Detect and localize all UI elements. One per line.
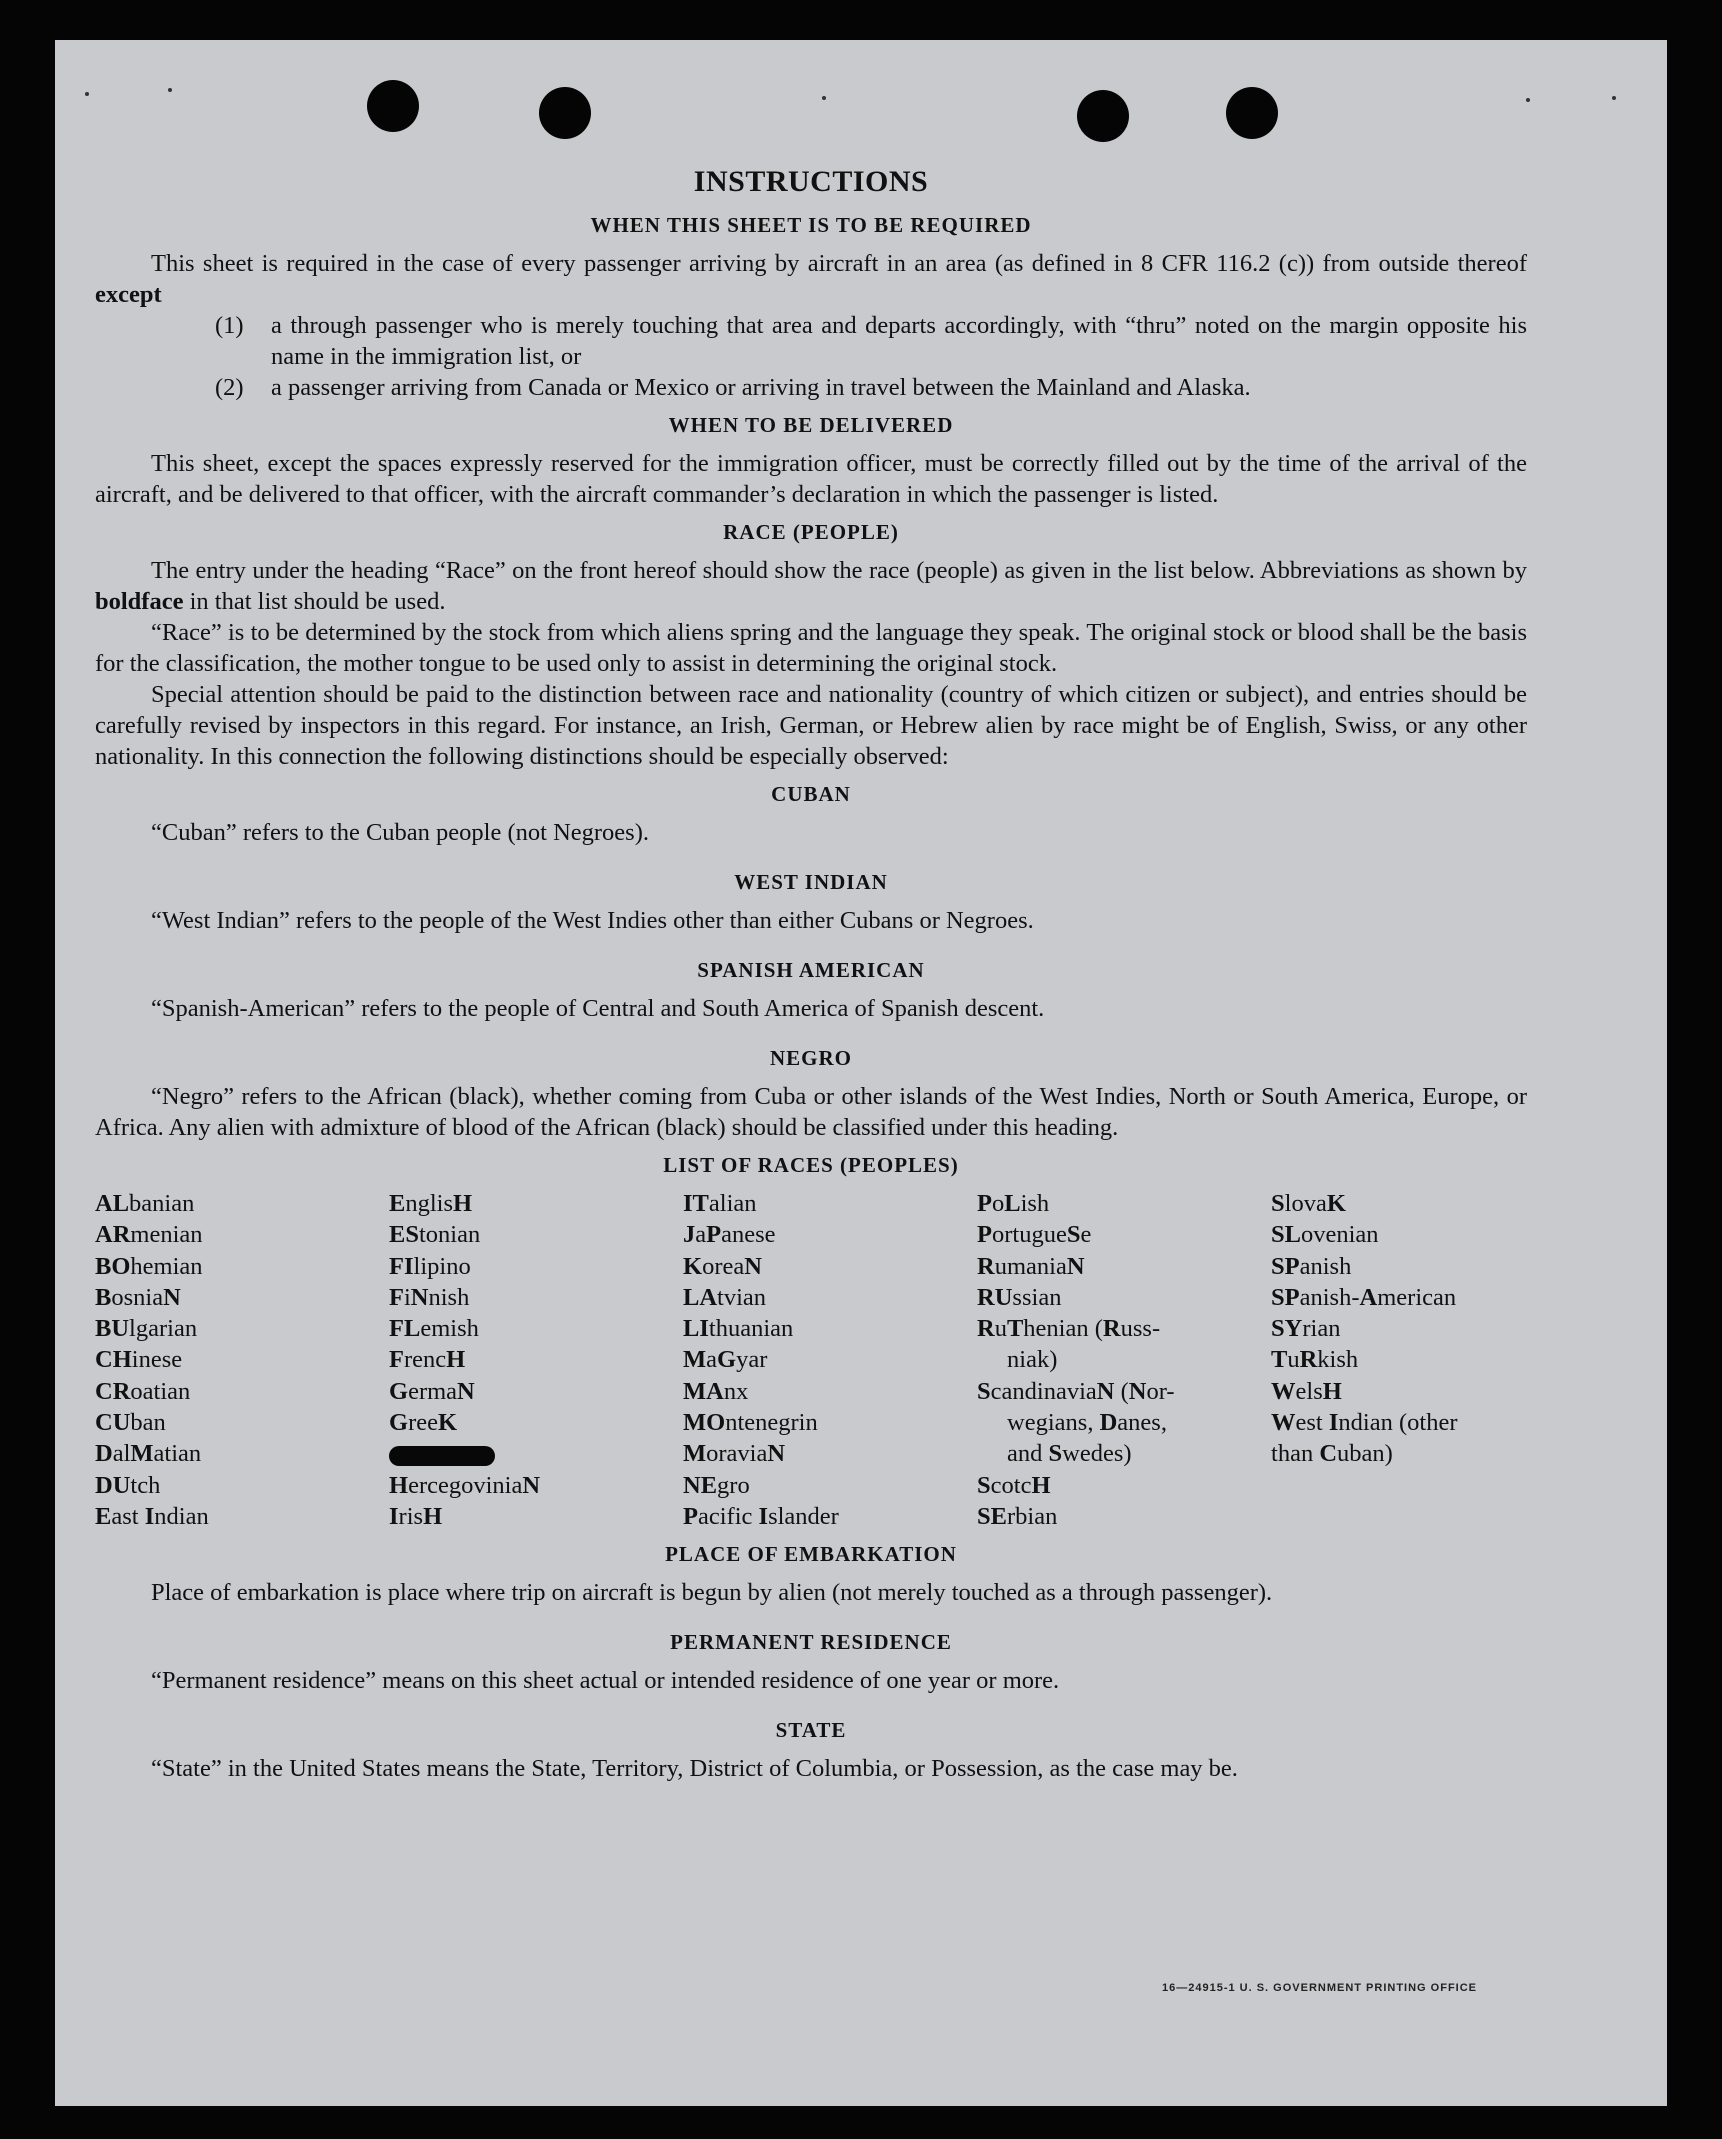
race-entry: SPanish	[1271, 1252, 1352, 1280]
section-heading: CUBAN	[771, 782, 851, 806]
race-entry: LAtvian	[683, 1283, 767, 1311]
races-column	[1271, 1188, 1527, 1532]
section-heading: WHEN THIS SHEET IS TO BE REQUIRED	[590, 213, 1032, 237]
section-heading: NEGRO	[769, 1046, 852, 1070]
race-entry: MOntenegrin	[683, 1409, 818, 1437]
race-entry: PortugueSe	[977, 1221, 1092, 1249]
punch-hole	[539, 87, 591, 139]
race-entry: FiNnish	[389, 1283, 470, 1311]
section-heading: STATE	[775, 1718, 847, 1743]
race-entry: MaGyar	[683, 1346, 768, 1374]
race-entry: FrencH	[389, 1346, 466, 1374]
page-title: INSTRUCTIONS	[693, 165, 929, 198]
races-column	[683, 1188, 977, 1532]
paragraph: “Cuban” refers to the Cuban people (not Negroes).	[151, 819, 649, 846]
race-entry: KoreaN	[683, 1252, 762, 1280]
paragraph: “Negro” refers to the African (black), whether coming from Cuba or other islands of the West Indies, North or South America, Europe, or Africa. Any alien with admixture of blood of the African (black) should be classified under this heading.	[95, 1083, 1527, 1141]
list-item: (1) a through passenger who is merely touching that area and departs accordingly, with “thru” noted on the margin opposite his name in the immigration list, or	[215, 312, 1527, 370]
paragraph: The entry under the heading “Race” on the front hereof should show the race (people) as given in the list below. Abbreviations as shown by boldface in that list should be used.	[95, 557, 1527, 615]
races-list	[95, 1188, 1527, 1532]
race-entry: CUban	[95, 1409, 166, 1437]
race-entry: GermaN	[389, 1377, 475, 1405]
speck	[168, 88, 172, 92]
races-column	[95, 1188, 389, 1532]
race-entry: RuThenian (Russ-	[977, 1315, 1161, 1343]
race-entry: MoraviaN	[683, 1440, 786, 1468]
race-entry: SlovaK	[1271, 1190, 1346, 1217]
race-entry: RumaniaN	[977, 1252, 1085, 1280]
section-heading: SPANISH AMERICAN	[697, 958, 925, 982]
race-entry: FIlipino	[389, 1252, 471, 1280]
race-entry: ALbanian	[95, 1190, 195, 1217]
race-entry: BOhemian	[95, 1252, 203, 1280]
race-entry: JaPanese	[683, 1221, 776, 1249]
punch-hole	[367, 80, 419, 132]
race-entry: SYrian	[1271, 1315, 1341, 1343]
races-column	[977, 1188, 1271, 1532]
race-entry: ScotcH	[977, 1471, 1051, 1499]
section-heading: PERMANENT RESIDENCE	[670, 1630, 952, 1655]
races-column	[389, 1188, 683, 1532]
race-entry: BosniaN	[95, 1283, 181, 1311]
race-entry: PoLish	[977, 1190, 1050, 1217]
race-entry: ITalian	[683, 1190, 757, 1217]
speck	[1612, 96, 1616, 100]
paragraph: “State” in the United States means the State, Territory, District of Columbia, or Possession, as the case may be.	[151, 1755, 1238, 1783]
race-entry: Pacific Islander	[683, 1502, 839, 1530]
punch-hole	[1226, 87, 1278, 139]
printing-office-footer: 16—24915-1 U. S. GOVERNMENT PRINTING OFFICE	[1162, 1982, 1478, 1994]
race-entry: EStonian	[389, 1221, 481, 1249]
paragraph: Special attention should be paid to the distinction between race and nationality (country of which citizen or subject), and entries should be carefully revised by inspectors in this regard. For instance, an Irish, German, or Hebrew alien by race might be of English, Swiss, or any other nationality. In this connection the following distinctions should be especially observed:	[95, 681, 1527, 770]
race-entry: CRoatian	[95, 1377, 191, 1405]
race-entry: SLovenian	[1271, 1221, 1379, 1249]
punch-hole	[1077, 90, 1129, 142]
race-entry: West Indian (other	[1271, 1409, 1458, 1437]
race-entry: CHinese	[95, 1346, 183, 1374]
race-entry: SPanish-American	[1271, 1283, 1457, 1311]
race-entry: than Cuban)	[1271, 1440, 1393, 1468]
section-heading: PLACE OF EMBARKATION	[665, 1542, 957, 1567]
instructions-content	[95, 165, 1527, 1784]
list-item: (2) a passenger arriving from Canada or Mexico or arriving in travel between the Mainland and Alaska.	[215, 374, 1251, 401]
section-heading: WEST INDIAN	[734, 870, 888, 894]
speck	[85, 92, 89, 96]
section-heading: WHEN TO BE DELIVERED	[668, 413, 954, 437]
section-heading: RACE (PEOPLE)	[723, 520, 899, 544]
race-entry: DUtch	[95, 1471, 161, 1499]
race-entry: NEgro	[683, 1471, 750, 1499]
race-entry: ARmenian	[95, 1221, 203, 1249]
race-entry: EnglisH	[389, 1190, 473, 1217]
race-entry: HercegoviniaN	[389, 1471, 541, 1499]
paragraph: “Permanent residence” means on this sheet actual or intended residence of one year or more.	[151, 1667, 1060, 1695]
race-entry: TuRkish	[1271, 1346, 1359, 1374]
race-entry: DalMatian	[95, 1440, 202, 1468]
speck	[1526, 98, 1530, 102]
section-heading: LIST OF RACES (PEOPLES)	[663, 1153, 959, 1177]
race-entry: ScandinaviaN (Nor-	[977, 1377, 1175, 1405]
race-entry: IrisH	[389, 1502, 443, 1530]
race-entry: BUlgarian	[95, 1315, 198, 1343]
race-entry: FLemish	[389, 1315, 479, 1343]
document-sheet	[55, 40, 1667, 2106]
race-entry	[389, 1438, 683, 1469]
race-entry: LIthuanian	[683, 1315, 794, 1343]
race-entry: East Indian	[95, 1502, 209, 1530]
race-entry: RUssian	[977, 1283, 1062, 1311]
paragraph: Place of embarkation is place where trip on aircraft is begun by alien (not merely touched as a through passenger).	[151, 1579, 1273, 1607]
race-entry: GreeK	[389, 1409, 458, 1437]
race-entry: wegians, Danes,	[1007, 1409, 1167, 1437]
paragraph: “Race” is to be determined by the stock from which aliens spring and the language they speak. The original stock or blood shall be the basis for the classification, the mother tongue to be used only to assist in determining the original stock.	[95, 619, 1527, 677]
paragraph: “West Indian” refers to the people of the West Indies other than either Cubans or Negroes.	[151, 907, 1034, 934]
race-entry: MAnx	[683, 1377, 749, 1405]
paragraph: This sheet, except the spaces expressly reserved for the immigration officer, must be correctly filled out by the time of the arrival of the aircraft, and be delivered to that officer, with the aircraft commander’s declaration in which the passenger is listed.	[95, 450, 1527, 508]
redaction-mark	[389, 1446, 495, 1466]
race-entry: niak)	[1007, 1346, 1058, 1374]
paragraph: “Spanish-American” refers to the people of Central and South America of Spanish descent.	[151, 995, 1045, 1022]
speck	[822, 96, 826, 100]
paragraph: This sheet is required in the case of every passenger arriving by aircraft in an area (as defined in 8 CFR 116.2 (c)) from outside thereof except	[95, 250, 1527, 308]
race-entry: SErbian	[977, 1502, 1058, 1530]
race-entry: WelsH	[1271, 1377, 1342, 1405]
race-entry: and Swedes)	[1007, 1440, 1132, 1468]
